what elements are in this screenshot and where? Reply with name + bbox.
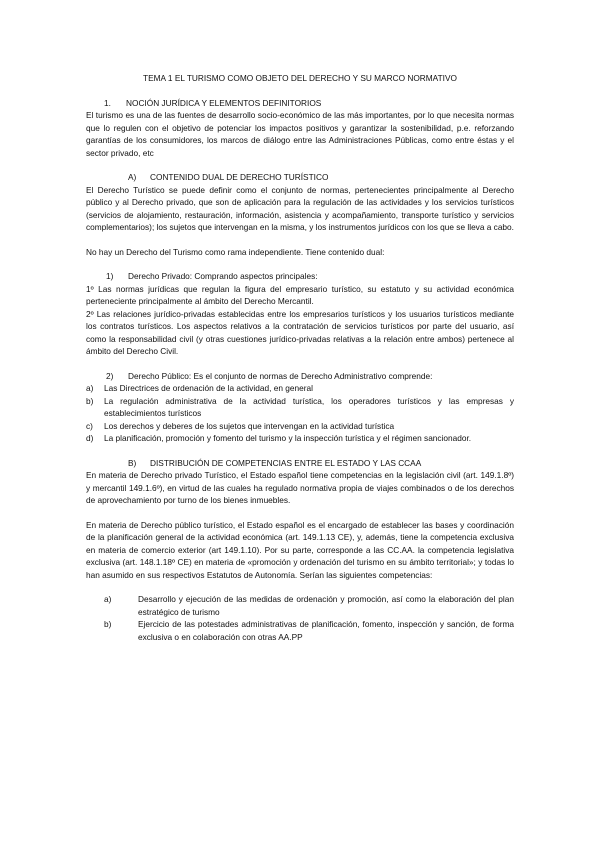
item-title: Derecho Privado: Comprando aspectos principales:: [128, 271, 318, 281]
section-b-paragraph-2: En materia de Derecho público turístico, el Estado español es el encargado de establecer las bases y coordinación de la planificación general de la actividad económica (art. 149.1.13 CE), y, además, tiene la competencia exclusiva en materia de comercio exterior (art 149.1.10). Por su parte, corresponde a las CC.AA. la competencia legislativa exclusiva (art. 148.1.18º CE) en materia de «promoción y ordenación del turismo en su ámbito territorial»; y todas lo han asumido en sus respectivos Estatutos de Autonomía. Serían las siguientes competencias:: [86, 519, 514, 580]
list-item: a) Las Directrices de ordenación de la actividad, en general: [86, 383, 313, 393]
private-law-point-2: 2º Las relaciones jurídico-privadas establecidas entre los empresarios turísticos y los usuarios turísticos mediante los contratos turísticos. Los aspectos relativos a la contratación de servicios turísticos por parte del usuario, así como la responsabilidad civil (y otras cuestiones jurídico-privadas relativas a la relación entre ambos) pertenece al ámbito del Derecho Civil.: [86, 308, 514, 356]
list-item: d) La planificación, promoción y fomento del turismo y la inspección turística y el régimen sancionador.: [86, 433, 472, 443]
list-item: b) La regulación administrativa de la actividad turística, los operadores turísticos y las empresas y establecimientos turísticos: [86, 395, 514, 418]
section-title: NOCIÓN JURÍDICA Y ELEMENTOS DEFINITORIOS: [126, 97, 322, 108]
private-law-heading: [86, 270, 514, 283]
section-a-paragraph: El Derecho Turístico se puede definir como el conjunto de normas, pertenecientes principalmente al Derecho público y al Derecho privado, que son de aplicación para la regulación de las actividades y los servicios turísticos (servicios de alojamiento, restauración, información, asistencia y acompañamiento, transporte turístico y servicios complementarios); los sujetos que intervengan en la misma, y los instrumentos jurídicos con los que se lleva a cabo.: [86, 184, 514, 232]
section-1-heading: [86, 97, 514, 110]
section-a-heading: [86, 171, 514, 184]
item-title: Derecho Público: Es el conjunto de normas de Derecho Administrativo comprende:: [128, 370, 433, 381]
section-title: DISTRIBUCIÓN DE COMPETENCIAS ENTRE EL ESTADO Y LAS CCAA: [150, 457, 422, 468]
section-1-paragraph: El turismo es una de las fuentes de desarrollo socio-económico de las más importantes, por lo que necesita normas que lo regulen con el objetivo de potenciar los impactos positivos y garantizar la sostenibilidad, p.e. reforzando garantías de los consumidores, los marcos de diálogo entre las Administraciones Públicas, como entre éstas y el sector privado, etc: [86, 110, 514, 158]
list-item: c) Los derechos y deberes de los sujetos que intervengan en la actividad turística: [86, 420, 395, 431]
item-number: 1): [106, 271, 114, 281]
public-law-heading: [86, 370, 514, 383]
list-item: a) Desarrollo y ejecución de las medidas de ordenación y promoción, así como la elaboración del plan estratégico de turismo: [104, 594, 514, 617]
section-number: B): [128, 457, 137, 468]
section-number: A): [128, 172, 137, 182]
public-law-list: [86, 382, 514, 445]
competences-list: [86, 593, 514, 643]
section-a-paragraph-2: No hay un Derecho del Turismo como rama independiente. Tiene contenido dual:: [86, 246, 385, 257]
section-number: 1.: [104, 97, 111, 108]
section-b-heading: [86, 457, 514, 470]
page-title: TEMA 1 EL TURISMO COMO OBJETO DEL DERECHO Y SU MARCO NORMATIVO: [143, 73, 457, 83]
section-title: CONTENIDO DUAL DE DERECHO TURÍSTICO: [150, 172, 329, 182]
section-b-paragraph: En materia de Derecho privado Turístico, el Estado español tiene competencias en la legislación civil (art. 149.1.8º) y mercantil 149.1.6º), en virtud de las cuales ha regulado normativa propia de viajes combinados o de los derechos de aprovechamiento por turno de los bienes inmuebles.: [86, 470, 514, 505]
item-number: 2): [106, 370, 114, 381]
private-law-point-1: 1º Las normas jurídicas que regulan la figura del empresario turístico, su estatuto y su actividad económica perteneciente principalmente al ámbito del Derecho Mercantil.: [86, 283, 514, 306]
list-item: b) Ejercicio de las potestades administrativas de planificación, fomento, inspección y sanción, de forma exclusiva o en colaboración con otras AA.PP: [104, 619, 514, 642]
